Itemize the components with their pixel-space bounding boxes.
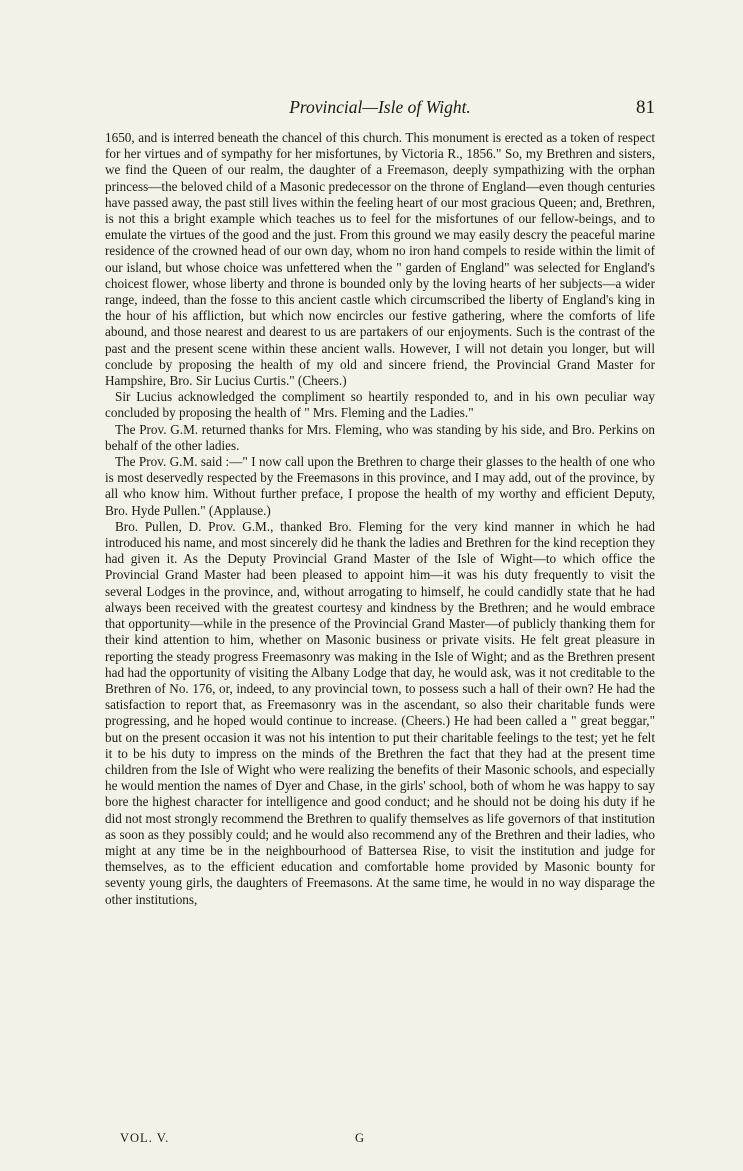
paragraph-toast-deputy: The Prov. G.M. said :—" I now call upon the Brethren to charge their glasses to the health of one who is most deservedly respected by the Freemasons in this province, and I may add, out of the province, by all who know him. Without further preface, I propose the health of my worthy and efficient Deputy, Bro. Hyde Pullen." (Applause.) xyxy=(105,454,655,518)
paragraph-bro-pullen: Bro. Pullen, D. Prov. G.M., thanked Bro. Fleming for the very kind manner in which he had introduced his name, and most sincerely did he thank the ladies and Brethren for the kind reception they had given it. As the Deputy Provincial Grand Master of the Isle of Wight—to which office the Provincial Grand Master had been pleased to appoint him—it was his duty frequently to visit the several Lodges in the province, and, without arrogating to himself, he could candidly state that he had always been received with the greatest courtesy and kindness by the Brethren; and he would embrace that opportunity—while in the presence of the Provincial Grand Master—of publicly thanking them for their kind attention to him, whether on Masonic business or private visits. He felt great pleasure in reporting the steady progress Freemasonry was making in the Isle of Wight; and as the Brethren present had had the opportunity of visiting the Albany Lodge that day, he would ask, was it not creditable to the Brethren of No. 176, or, indeed, to any provincial town, to possess such a hall of their own? He had the satisfaction to report that, as Freemasonry was in the ascendant, so also their charitable funds were progressing, and he hoped would continue to increase. (Cheers.) He had been called a " great beggar," but on the present occasion it was not his intention to put their charitable feelings to the test; yet he felt it to be his duty to impress on the minds of the Brethren the fact that they had at the present time children from the Isle of Wight who were realizing the benefits of their Masonic schools, and especially he would mention the names of Dyer and Chase, in the girls' school, both of whom he was happy to say bore the highest character for intelligence and good conduct; and he should not be doing his duty if he did not most strongly recommend the Brethren to qualify themselves as life governors of that institution as soon as they possibly could; and he would also recommend any of the Brethren and their ladies, who might at any time be in the neighbourhood of Battersea Rise, to visit the institution and judge for themselves, as to the efficient education and comfortable home provided by Masonic bounty for seventy young girls, the daughters of Freemasons. At the same time, he would in no way disparage the other institutions, xyxy=(105,518,655,907)
page-header xyxy=(105,97,655,123)
page-number: 81 xyxy=(636,97,655,118)
body-text xyxy=(105,130,655,908)
volume-mark: VOL. V. xyxy=(120,1131,170,1145)
paragraph-speech-continued: 1650, and is interred beneath the chancel of this church. This monument is erected as a token of respect for her virtues and of sympathy for her misfortunes, by Victoria R., 1856." So, my Brethren and sisters, we find the Queen of our realm, the daughter of a Freemason, deeply sympathizing with the orphan princess—the beloved child of a Masonic predecessor on the throne of England—even though centuries have passed away, the past still lives within the feeling heart of our most gracious Queen; and, Brethren, is not this a bright example which teaches us to feel for the misfortunes of our fellow-beings, and to emulate the virtues of the good and the just. From this ground we may easily descry the peaceful marine residence of the crowned head of our own day, whom no iron hand compels to reside within the limit of our island, but whose choice was unfettered when the " garden of England" was selected for England's choicest flower, whose liberty and throne is bounded only by the loving hearts of her subjects—a wider range, indeed, than the fosse to this ancient castle which circumscribed the liberty of England's king in the hour of his affliction, but which now encircles our festive gathering, where the comforts of life abound, and those nearest and dearest to us are partakers of our enjoyments. Such is the contrast of the past and the present scene within these ancient walls. However, I will not detain you longer, but will conclude by proposing the health of my old and sincere friend, the Provincial Grand Master for Hampshire, Bro. Sir Lucius Curtis." (Cheers.) xyxy=(105,130,655,389)
paragraph-sir-lucius: Sir Lucius acknowledged the compliment so heartily responded to, and in his own peculiar way concluded by proposing the health of " Mrs. Fleming and the Ladies." xyxy=(105,389,655,421)
signature-mark: G xyxy=(355,1131,365,1145)
paragraph-thanks-mrs-fleming: The Prov. G.M. returned thanks for Mrs. Fleming, who was standing by his side, and Bro. Perkins on behalf of the other ladies. xyxy=(105,421,655,453)
running-title: Provincial—Isle of Wight. xyxy=(289,97,471,117)
page-footer xyxy=(120,1131,380,1149)
